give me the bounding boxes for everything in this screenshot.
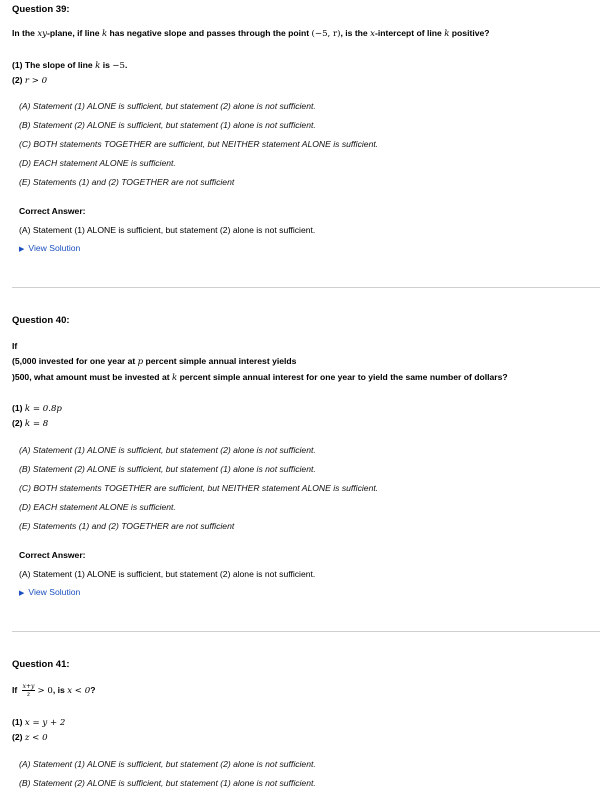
question-39-option-e[interactable]: (E) Statements (1) and (2) TOGETHER are not sufficient xyxy=(19,177,235,187)
question-41-statement-1: (1) x = y + 2 xyxy=(12,717,66,728)
question-39-statement-2: (2) r > 0 xyxy=(12,75,48,86)
question-40-option-a[interactable]: (A) Statement (1) ALONE is sufficient, but statement (2) alone is not sufficient. xyxy=(19,445,316,455)
question-40-option-c[interactable]: (C) BOTH statements TOGETHER are sufficient, but NEITHER statement ALONE is sufficient. xyxy=(19,483,379,493)
question-40-view-solution-link[interactable]: ▶ View Solution xyxy=(19,587,81,597)
question-40-option-d[interactable]: (D) EACH statement ALONE is sufficient. xyxy=(19,502,176,512)
question-40-stem-line-1: If xyxy=(12,341,18,351)
fraction: $\frac{x+y}{z}$ xyxy=(22,683,35,698)
question-39-view-solution-link[interactable]: ▶ View Solution xyxy=(19,243,81,253)
triangle-right-icon: ▶ xyxy=(19,590,25,597)
question-39-correct-answer-label: Correct Answer: xyxy=(19,206,86,216)
question-40-correct-answer-text: (A) Statement (1) ALONE is sufficient, but statement (2) alone is not sufficient. xyxy=(19,569,316,579)
question-39-option-b[interactable]: (B) Statement (2) ALONE is sufficient, but statement (1) alone is not sufficient. xyxy=(19,120,316,130)
question-39-correct-answer-text: (A) Statement (1) ALONE is sufficient, but statement (2) alone is not sufficient. xyxy=(19,225,316,235)
question-41-title: Question 41: xyxy=(12,659,70,670)
question-40-option-b[interactable]: (B) Statement (2) ALONE is sufficient, but statement (1) alone is not sufficient. xyxy=(19,464,316,474)
question-41-option-a[interactable]: (A) Statement (1) ALONE is sufficient, but statement (2) alone is not sufficient. xyxy=(19,759,316,769)
question-40-correct-answer-label: Correct Answer: xyxy=(19,550,86,560)
question-39-stem: In the xy-plane, if line k has negative slope and passes through the point (−5, r), is the x-intercept of line k positive? xyxy=(12,28,490,39)
question-39-statement-1: (1) The slope of line k is −5. xyxy=(12,60,128,71)
question-40-statement-2: (2) k = 8 xyxy=(12,418,49,429)
question-41-statement-2: (2) z < 0 xyxy=(12,732,48,743)
question-39-option-a[interactable]: (A) Statement (1) ALONE is sufficient, but statement (2) alone is not sufficient. xyxy=(19,101,316,111)
divider xyxy=(12,631,600,632)
question-40-stem-line-3: )500, what amount must be invested at k percent simple annual interest for one year to yield the same number of dollars? xyxy=(12,372,508,383)
question-39-title: Question 39: xyxy=(12,4,70,15)
divider xyxy=(12,287,600,288)
question-39-option-d[interactable]: (D) EACH statement ALONE is sufficient. xyxy=(19,158,176,168)
triangle-right-icon: ▶ xyxy=(19,246,25,253)
question-40-stem-line-2: (5,000 invested for one year at p percent simple annual interest yields xyxy=(12,356,297,367)
question-41-option-b[interactable]: (B) Statement (2) ALONE is sufficient, but statement (1) alone is not sufficient. xyxy=(19,778,316,788)
question-40-option-e[interactable]: (E) Statements (1) and (2) TOGETHER are not sufficient xyxy=(19,521,235,531)
question-40-title: Question 40: xyxy=(12,315,70,326)
question-41-stem: If $\frac{x+y}{z}$ > 0, is x < 0? xyxy=(12,683,96,698)
question-40-statement-1: (1) k = 0.8p xyxy=(12,403,62,414)
question-39-option-c[interactable]: (C) BOTH statements TOGETHER are sufficient, but NEITHER statement ALONE is sufficient. xyxy=(19,139,379,149)
